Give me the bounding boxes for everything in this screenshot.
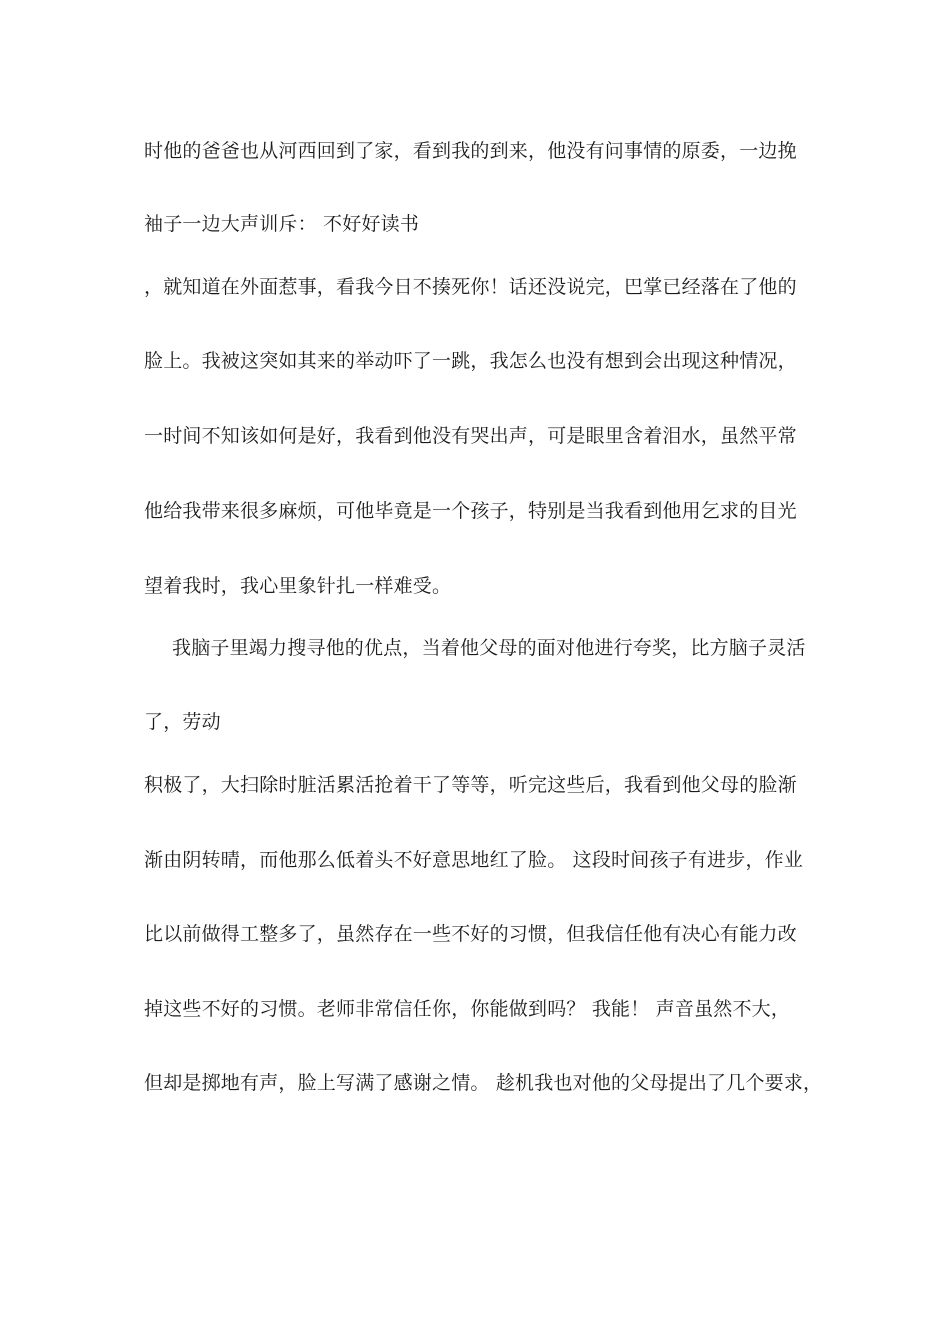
text-line: 脸上。我被这突如其来的举动吓了一跳，我怎么也没有想到会出现这种情况，	[144, 350, 797, 372]
text-line: 他给我带来很多麻烦，可他毕竟是一个孩子，特别是当我看到他用乞求的目光	[144, 500, 797, 522]
text-line: 袖子一边大声训斥： 不好好读书	[144, 213, 420, 235]
text-line: 渐由阴转晴，而他那么低着头不好意思地红了脸。 这段时间孩子有进步，作业	[144, 849, 804, 871]
text-line: 比以前做得工整多了，虽然存在一些不好的习惯，但我信任他有决心有能力改	[144, 923, 797, 945]
text-line: 时他的爸爸也从河西回到了家，看到我的到来，他没有问事情的原委，一边挽	[144, 140, 797, 162]
text-line: 望着我时，我心里象针扎一样难受。	[144, 575, 452, 597]
text-line: ，就知道在外面惹事，看我今日不揍死你！话还没说完，巴掌已经落在了他的	[144, 276, 797, 298]
text-line: 积极了，大扫除时脏活累活抢着干了等等，听完这些后，我看到他父母的脸渐	[144, 774, 797, 796]
paragraph-start-line: 我脑子里竭力搜寻他的优点，当着他父母的面对他进行夸奖，比方脑子灵活	[172, 637, 806, 659]
text-line: 了，劳动	[144, 711, 221, 733]
text-line: 但却是掷地有声，脸上写满了感谢之情。 趁机我也对他的父母提出了几个要求，	[144, 1072, 823, 1094]
text-line: 一时间不知该如何是好，我看到他没有哭出声，可是眼里含着泪水，虽然平常	[144, 425, 797, 447]
text-line: 掉这些不好的习惯。老师非常信任你，你能做到吗？ 我能！ 声音虽然不大，	[144, 998, 791, 1020]
